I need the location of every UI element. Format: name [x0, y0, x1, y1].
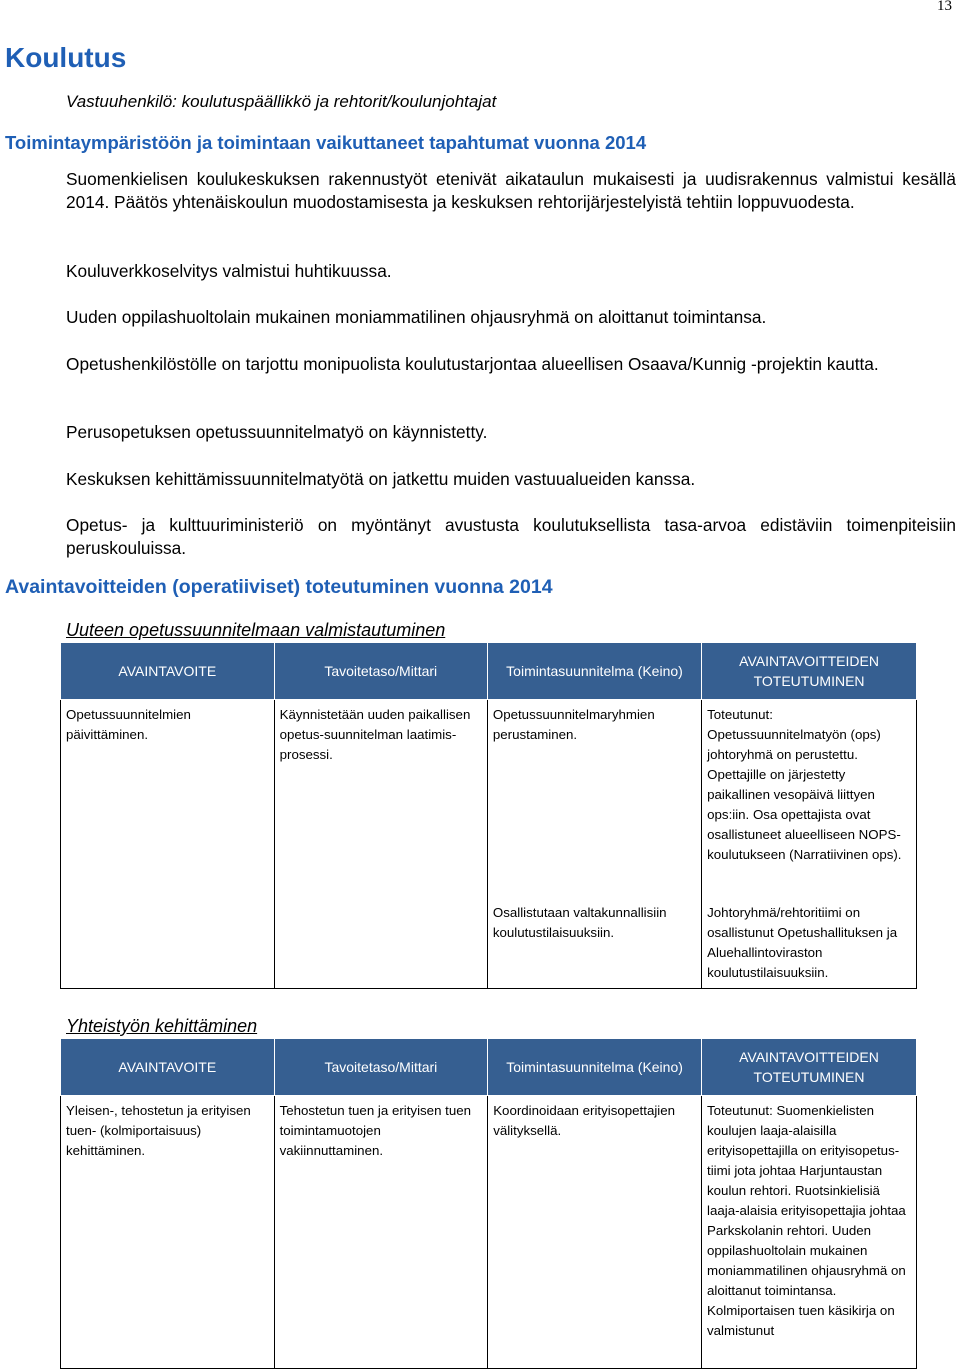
table2-title: Yhteistyön kehittäminen — [66, 1016, 258, 1036]
target-cell: Käynnistetään uuden paikallisen opetus-suunnitelman laatimis-prosessi. — [274, 700, 487, 989]
paragraph: Kouluverkkoselvitys valmistui huhtikuussa. — [66, 261, 392, 281]
table-row — [61, 700, 917, 899]
goal-cell: Yleisen-, tehostetun ja erityisen tuen- (kolmiportaisuus) kehittäminen. — [61, 1096, 275, 1369]
header-goal: AVAINTAVOITE — [61, 643, 275, 700]
result-cell: Toteutunut: Opetussuunnitelmatyön (ops) johtoryhmä on perustettu. Opettajille on järjestetty paikallinen vesopäivä liittyen ops:iin. Osa opettajista ovat osallistuneet alueelliseen NOPS- koulutukseen (Narratiivinen ops). — [702, 700, 917, 899]
page-title: Koulutus — [5, 42, 127, 73]
goal-cell: Opetussuunnitelmien päivittäminen. — [61, 700, 275, 989]
table-header-row — [61, 1039, 917, 1096]
header-action: Toimintasuunnitelma (Keino) — [488, 1039, 702, 1096]
header-target: Tavoitetaso/Mittari — [274, 1039, 488, 1096]
header-result: AVAINTAVOITTEIDEN TOTEUTUMINEN — [702, 1039, 917, 1096]
table-row — [61, 1096, 917, 1369]
header-target: Tavoitetaso/Mittari — [274, 643, 487, 700]
action-cell: Koordinoidaan erityisopettajien välityksellä. — [488, 1096, 702, 1369]
header-result: AVAINTAVOITTEIDEN TOTEUTUMINEN — [702, 643, 917, 700]
paragraph: Perusopetuksen opetussuunnitelmatyö on käynnistetty. — [66, 422, 488, 442]
paragraph: Opetus- ja kulttuuriministeriö on myöntänyt avustusta koulutuksellista tasa-arvoa edistäviin toimenpiteisiin peruskouluissa. — [66, 515, 956, 558]
responsible-person: Vastuuhenkilö: koulutuspäällikkö ja rehtorit/koulunjohtajat — [66, 92, 497, 111]
paragraph: Uuden oppilashuoltolain mukainen moniammatilinen ohjausryhmä on aloittanut toimintansa. — [66, 307, 767, 327]
target-cell: Tehostetun tuen ja erityisen tuen toimintamuotojen vakiinnuttaminen. — [274, 1096, 488, 1369]
action-cell: Opetussuunnitelmaryhmien perustaminen. — [487, 700, 701, 899]
result-cell: Johtoryhmä/rehtoritiimi on osallistunut Opetushallituksen ja Aluehallintoviraston koulutustilaisuuksiin. — [702, 898, 917, 989]
paragraph: Keskuksen kehittämissuunnitelmatyötä on jatkettu muiden vastuualueiden kanssa. — [66, 469, 696, 489]
table1-title: Uuteen opetussuunnitelmaan valmistautuminen — [66, 620, 446, 640]
header-goal: AVAINTAVOITE — [61, 1039, 275, 1096]
result-cell: Toteutunut: Suomenkielisten koulujen laaja-alaisilla erityisopettajilla on erityisopetus-tiimi jota johtaa Harjuntaustan koulun rehtori. Ruotsinkielisiä laaja-alaisia erityisopettajia johtaa Parkskolanin rehtori. Uuden oppilashuoltolain mukainen moniammatilinen ohjausryhmä on aloittanut toimintansa. Kolmiportaisen tuen käsikirja on valmistunut — [702, 1096, 917, 1369]
paragraph: Opetushenkilöstölle on tarjottu monipuolista koulutustarjontaa alueellisen Osaava/Kunnig -projektin kautta. — [66, 354, 879, 374]
table-header-row — [61, 643, 917, 700]
action-cell: Osallistutaan valtakunnallisiin koulutustilaisuuksiin. — [487, 898, 701, 989]
paragraph: Suomenkielisen koulukeskuksen rakennustyöt etenivät aikataulun mukaisesti ja uudisrakennus valmistui kesällä 2014. Päätös yhtenäiskoulun muodostamisesta ja keskuksen rehtorijärjestelyistä tehtiin loppuvuodesta. — [66, 169, 956, 212]
goals-table-2 — [60, 1038, 917, 1369]
goals-table-1 — [60, 642, 917, 989]
page-number: 13 — [937, 0, 952, 14]
section-heading-goals: Avaintavoitteiden (operatiiviset) toteutuminen vuonna 2014 — [5, 576, 553, 598]
header-action: Toimintasuunnitelma (Keino) — [487, 643, 701, 700]
section-heading-events: Toimintaympäristöön ja toimintaan vaikuttaneet tapahtumat vuonna 2014 — [5, 132, 647, 153]
